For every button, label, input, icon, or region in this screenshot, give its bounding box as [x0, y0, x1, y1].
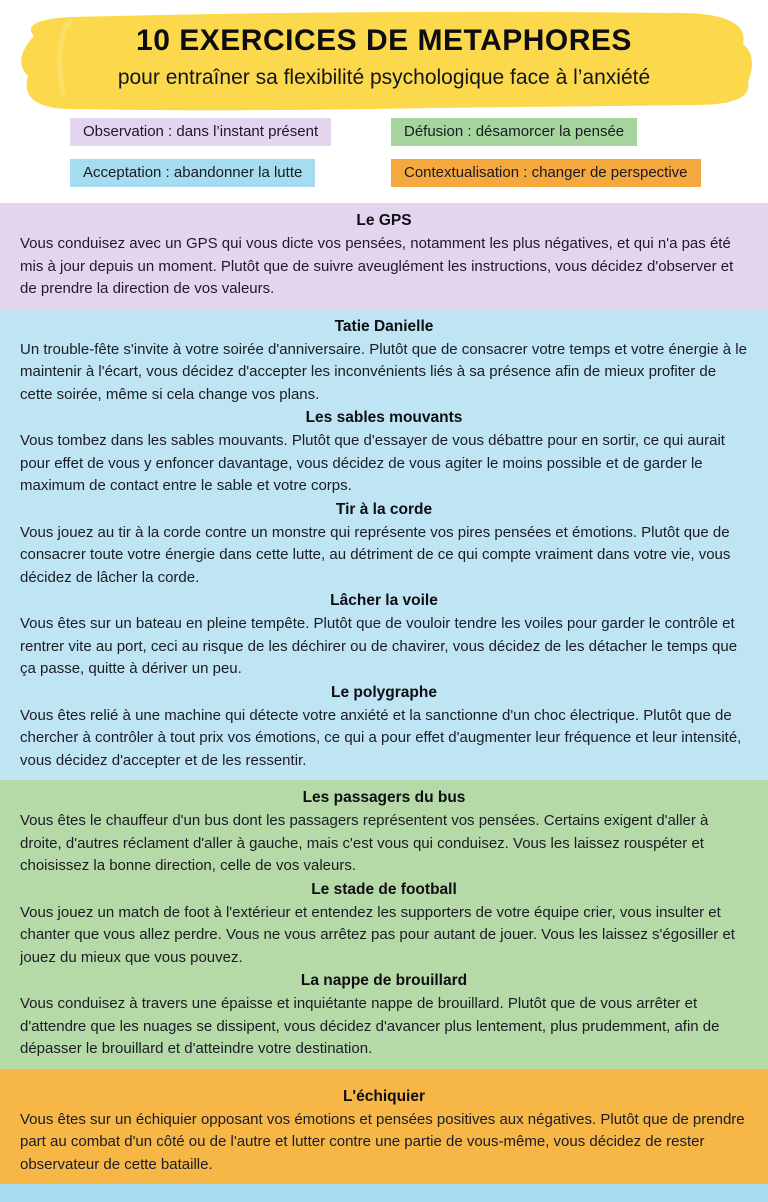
metaphor-title: Les passagers du bus [302, 789, 466, 806]
page-subtitle: pour entraîner sa flexibilité psychologique face à l’anxiété [117, 66, 651, 89]
metaphor-title: Tatie Danielle [334, 317, 434, 335]
metaphor-item [20, 315, 748, 407]
section-observation [0, 203, 768, 309]
legend-badge-contextualisation: Contextualisation : changer de perspective [391, 159, 701, 187]
metaphor-body: Vous êtes sur un échiquier opposant vos émotions et pensées positives aux négatives. Plutôt que de prendre part au combat d'un côté ou de l'autre et lutter contre une partie de vous-même, vous décidez de rester observateur de cette bataille. [20, 1110, 745, 1173]
metaphor-body: Un trouble-fête s'invite à votre soirée d'anniversaire. Plutôt que de consacrer votre temps et votre énergie à le maintenir à l'écart, vous décidez d'accepter les inconvénients liés à sa présence afin de mieux profiter de cette soirée, même si cela change vos plans. [20, 340, 747, 403]
legend-badge-acceptation: Acceptation : abandonner la lutte [70, 159, 315, 187]
metaphor-body: Vous êtes le chauffeur d'un bus dont les passagers représentent vos pensées. Certains exigent d'aller à droite, d'autres réclament d'aller à gauche, mais c'est vous qui conduisez. Vous les laissez rouspéter et choisissez la bonne direction, celle de vos valeurs. [20, 812, 709, 874]
metaphor-item [20, 209, 748, 301]
metaphor-title: Le polygraphe [331, 683, 437, 701]
metaphor-body: Vous êtes relié à une machine qui détecte votre anxiété et la sanctionne d'un choc électrique. Plutôt que de chercher à contrôler à tout prix vos émotions, ce qui a pour effet d'augmenter leur fréquence et leur intensité, vous décidez d'accepter et de les ressentir. [20, 706, 742, 769]
metaphor-title: Lâcher la voile [330, 592, 438, 609]
metaphor-title: L'échiquier [342, 1087, 426, 1105]
metaphor-body: Vous tombez dans les sables mouvants. Plutôt que d'essayer de vous débattre pour en sortir, ce qui aurait pour effet de vous y enfoncer davantage, vous décidez de vous agiter le moins possible et de garder le maximum de contact entre le sable et votre corps. [20, 432, 725, 494]
metaphor-title: La nappe de brouillard [300, 972, 468, 989]
metaphor-item [20, 589, 748, 681]
metaphor-item [20, 969, 748, 1061]
legend-badge-defusion: Défusion : désamorcer la pensée [391, 118, 637, 146]
section-defusion [0, 780, 768, 1069]
metaphor-item [20, 786, 748, 878]
metaphor-body: Vous jouez au tir à la corde contre un monstre qui représente vos pires pensées et émotions. Plutôt que de consacrer toute votre énergie dans cette lutte, au détriment de ce qui compte vraiment dans votre vie, vous décidez de lâcher la corde. [20, 523, 731, 586]
metaphor-item [20, 681, 748, 773]
metaphor-title: Tir à la corde [335, 500, 433, 518]
legend [70, 118, 712, 187]
page-title: 10 EXERCICES DE METAPHORES [136, 24, 632, 57]
metaphor-title: Le stade de football [311, 880, 457, 898]
metaphor-item [20, 406, 748, 498]
legend-badge-observation: Observation : dans l’instant présent [70, 118, 331, 146]
metaphor-item [20, 498, 748, 590]
metaphor-body: Vous jouez un match de foot à l'extérieur et entendez les supporters de votre équipe crier, vous insulter et chanter que vous allez perdre. Vous ne vous arrêtez pas pour autant de jouer. Vous les laissez s'égosiller et jouez du mieux que vous pouvez. [20, 903, 735, 966]
metaphor-body: Vous conduisez avec un GPS qui vous dicte vos pensées, notamment les plus négatives, et qui n'a pas été mis à jour depuis un moment. Plutôt que de suivre aveuglément les instructions, vous décidez d'observer et de prendre la direction de vos valeurs. [20, 235, 734, 297]
section-contextualisation [0, 1069, 768, 1185]
header [0, 0, 768, 100]
metaphor-title: Le GPS [356, 212, 412, 229]
next-section-strip [0, 1184, 768, 1202]
section-acceptation [0, 309, 768, 781]
metaphor-body: Vous êtes sur un bateau en pleine tempête. Plutôt que de vouloir tendre les voiles pour garder le contrôle et rentrer vite au port, ceci au risque de les déchirer ou de chavirer, vous décidez de les détacher le temps que ça passe, quitte à dériver un peu. [20, 615, 738, 677]
metaphor-item [20, 878, 748, 970]
metaphor-title: Les sables mouvants [305, 409, 463, 426]
metaphor-item [20, 1085, 748, 1177]
metaphor-body: Vous conduisez à travers une épaisse et inquiétante nappe de brouillard. Plutôt que de vous arrêter et d'attendre que les nuages se dissipent, vous décidez d'avancer plus lentement, plus prudemment, afin de dépasser le brouillard et d'atteindre votre destination. [20, 995, 720, 1057]
